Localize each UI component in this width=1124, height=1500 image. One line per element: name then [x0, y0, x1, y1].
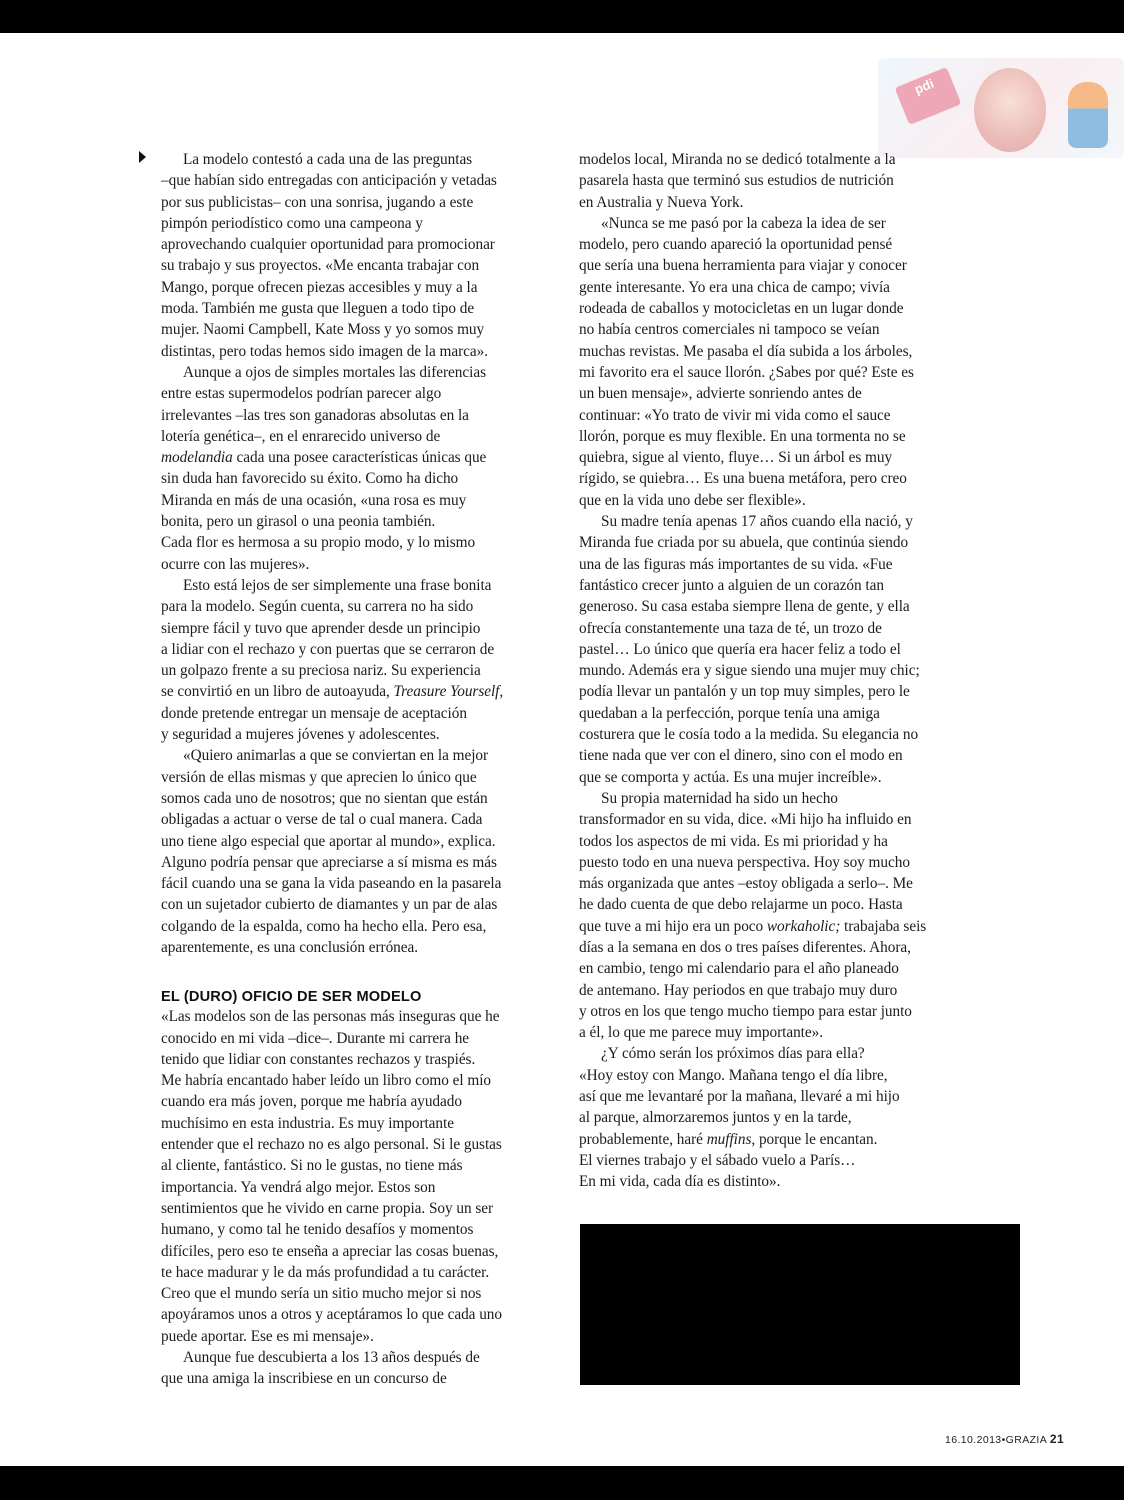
- line: Creo que el mundo sería un sitio mucho mejor si nos: [161, 1285, 482, 1303]
- line: «Las modelos son de las personas más inseguras que he: [161, 1008, 500, 1026]
- line: aparentemente, es una conclusión errónea.: [161, 938, 419, 956]
- line: quedaban a la perfección, porque tenía una amiga: [579, 704, 880, 722]
- line: ocurre con las mujeres».: [161, 555, 310, 573]
- watermark-illustration: [974, 68, 1046, 152]
- line: moda. También me gusta que lleguen a todo tipo de: [161, 300, 475, 318]
- line: pasarela hasta que terminó sus estudios de nutrición: [579, 172, 894, 190]
- paragraph: [579, 788, 971, 1044]
- line: tenido que lidiar con constantes rechazos y traspiés.: [161, 1050, 476, 1068]
- line: al parque, almorzaremos juntos y en la tarde,: [579, 1109, 852, 1127]
- line: modelo, pero cuando apareció la oportunidad pensé: [579, 236, 893, 254]
- line: rígido, se quiebra… Es una buena metáfora, pero creo: [579, 470, 907, 488]
- line: siempre fácil y tuvo que aprender desde un principio: [161, 619, 481, 637]
- left-column: [161, 149, 553, 1390]
- paragraph: [579, 511, 971, 788]
- line: de antemano. Hay periodos en que trabajo muy duro: [579, 981, 898, 999]
- line: lotería genética–, en el enrarecido universo de: [161, 427, 441, 445]
- watermark-character: [1068, 82, 1108, 148]
- line: a lidiar con el rechazo y con puertas que se cerraron de: [161, 640, 495, 658]
- watermark-badge-text: pdi: [912, 75, 936, 97]
- section-heading: EL (DURO) OFICIO DE SER MODELO: [161, 989, 422, 1006]
- paragraph: [161, 362, 553, 575]
- line: con un sujetador cubierto de diamantes y un par de alas: [161, 896, 498, 914]
- line: no había centros comerciales ni tampoco se veían: [579, 321, 880, 339]
- line: ¿Y cómo serán los próximos días para ella?: [601, 1045, 865, 1063]
- line: continuar: «Yo trato de vivir mi vida como el sauce: [579, 406, 891, 424]
- line: Aunque a ojos de simples mortales las diferencias: [183, 363, 486, 381]
- italic-term: workaholic;: [766, 917, 841, 935]
- line: Mango, porque ofrecen piezas accesibles y muy a la: [161, 278, 478, 296]
- line: obligadas a actuar o verse de tal o cual manera. Cada: [161, 811, 483, 829]
- line: modelos local, Miranda no se dedicó totalmente a la: [579, 151, 896, 168]
- line: que en la vida uno debe ser flexible».: [579, 491, 806, 509]
- paragraph: [161, 1347, 553, 1390]
- line: –que habían sido entregadas con anticipación y vetadas: [161, 172, 497, 190]
- image-placeholder-block: [580, 1224, 1020, 1385]
- line: un buen mensaje», advierte sonriendo antes de: [579, 385, 862, 403]
- paragraph: [161, 745, 553, 958]
- line: sin duda han favorecido su éxito. Como ha dicho: [161, 470, 459, 488]
- line: que tuve a mi hijo era un poco: [579, 917, 767, 935]
- page-number: 21: [1049, 1432, 1065, 1446]
- line: mujer. Naomi Campbell, Kate Moss y yo somos muy: [161, 321, 485, 339]
- line: Cada flor es hermosa a su propio modo, y lo mismo: [161, 534, 476, 552]
- line: importancia. Ya vendrá algo mejor. Estos son: [161, 1178, 436, 1196]
- line: para la modelo. Según cuenta, su carrera no ha sido: [161, 598, 474, 616]
- line: un golpazo frente a su preciosa nariz. Su experiencia: [161, 662, 481, 680]
- corner-watermark: [878, 58, 1124, 158]
- paragraph: [161, 1006, 553, 1347]
- line: conocido en mi vida –dice–. Durante mi carrera he: [161, 1029, 470, 1047]
- line: El viernes trabajo y el sábado vuelo a París…: [579, 1151, 856, 1169]
- line: Su propia maternidad ha sido un hecho: [601, 789, 838, 807]
- line: colgando de la espalda, como ha hecho ella. Pero esa,: [161, 917, 487, 935]
- line: La modelo contestó a cada una de las preguntas: [183, 151, 473, 168]
- line: a él, lo que me parece muy importante».: [579, 1024, 823, 1042]
- line: Su madre tenía apenas 17 años cuando ella nació, y: [601, 513, 913, 531]
- line: su trabajo y sus proyectos. «Me encanta trabajar con: [161, 257, 480, 275]
- right-column: [579, 149, 971, 1193]
- line: que sería una buena herramienta para viajar y conocer: [579, 257, 907, 275]
- line: mi favorito era el sauce llorón. ¿Sabes por qué? Este es: [579, 363, 914, 381]
- line: donde pretende entregar un mensaje de aceptación: [161, 704, 467, 722]
- line: Miranda en más de una ocasión, «una rosa es muy: [161, 491, 467, 509]
- paragraph-intro: [161, 149, 553, 362]
- line: Esto está lejos de ser simplemente una frase bonita: [183, 576, 492, 594]
- book-title: Treasure Yourself,: [393, 683, 504, 701]
- line: días a la semana en dos o tres países diferentes. Ahora,: [579, 938, 911, 956]
- line: «Hoy estoy con Mango. Mañana tengo el día libre,: [579, 1066, 888, 1084]
- line: generoso. Su casa estaba siempre llena de gente, y ella: [579, 598, 910, 616]
- line: que una amiga la inscribiese en un concurso de: [161, 1370, 447, 1388]
- paragraph: [161, 575, 553, 745]
- line: que se comporta y actúa. Es una mujer increíble».: [579, 768, 882, 786]
- line: he dado cuenta de que debo relajarme un poco. Hasta: [579, 896, 903, 914]
- line: entender que el rechazo no es algo personal. Si le gustas: [161, 1136, 502, 1154]
- line: puesto todo en una nueva perspectiva. Hoy soy mucho: [579, 853, 910, 871]
- line: costurera que le cosía todo a la medida. Su elegancia no: [579, 726, 919, 744]
- line: bonita, pero un girasol o una peonia también.: [161, 513, 436, 531]
- line: en cambio, tengo mi calendario para el año planeado: [579, 960, 899, 978]
- italic-term: modelandia: [161, 449, 233, 467]
- bottom-black-bar: [0, 1466, 1124, 1500]
- line: trabajaba seis: [840, 917, 927, 935]
- line: «Nunca se me pasó por la cabeza la idea de ser: [601, 214, 886, 232]
- line: todos los aspectos de mi vida. Es mi prioridad y ha: [579, 832, 888, 850]
- line: Miranda fue criada por su abuela, que continúa siendo: [579, 534, 909, 552]
- line: distintas, pero todas hemos sido imagen de la marca».: [161, 342, 489, 360]
- line: más organizada que antes –estoy obligada a serlo–. Me: [579, 875, 913, 893]
- line: cada una posee características únicas que: [232, 449, 487, 467]
- line: «Quiero animarlas a que se conviertan en la mejor: [183, 747, 489, 765]
- line: porque le encantan.: [755, 1130, 878, 1148]
- line: y seguridad a mujeres jóvenes y adolescentes.: [161, 726, 440, 744]
- line: así que me levantaré por la mañana, llevaré a mi hijo: [579, 1088, 900, 1106]
- line: cuando era más joven, porque me habría ayudado: [161, 1093, 462, 1111]
- page-folio: [945, 1432, 1064, 1446]
- italic-term: muffins,: [706, 1130, 756, 1148]
- line: llorón, porque es muy flexible. En una tormenta no se: [579, 427, 906, 445]
- paragraph: [579, 213, 971, 511]
- line: pimpón periodístico como una campeona y: [161, 214, 423, 232]
- watermark-badge: [895, 67, 962, 125]
- line: Alguno podría pensar que apreciarse a sí misma es más: [161, 853, 497, 871]
- paragraph: [579, 1043, 971, 1192]
- line: uno tiene algo especial que aportar al mundo», explica.: [161, 832, 496, 850]
- line: rodeada de caballos y motocicletas en un lugar donde: [579, 300, 904, 318]
- line: fantástico crecer junto a alguien de un corazón tan: [579, 576, 884, 594]
- line: probablemente, haré: [579, 1130, 707, 1148]
- line: Aunque fue descubierta a los 13 años después de: [183, 1349, 480, 1367]
- line: y otros en los que tengo mucho tiempo para estar junto: [579, 1002, 912, 1020]
- line: aprovechando cualquier oportunidad para promocionar: [161, 236, 495, 254]
- paragraph: [579, 149, 971, 213]
- line: por sus publicistas– con una sonrisa, jugando a este: [161, 193, 474, 211]
- line: pastel… Lo único que quería era hacer feliz a todo el: [579, 640, 901, 658]
- line: transformador en su vida, dice. «Mi hijo ha influido en: [579, 811, 912, 829]
- line: Me habría encantado haber leído un libro como el mío: [161, 1072, 491, 1090]
- line: muchísimo en esta industria. Es muy importante: [161, 1114, 454, 1132]
- line: mundo. Además era y sigue siendo una mujer muy chic;: [579, 662, 920, 680]
- line: en Australia y Nueva York.: [579, 193, 744, 211]
- line: sentimientos que he vivido en carne propia. Soy un ser: [161, 1199, 494, 1217]
- line: entre estas supermodelos podrían parecer algo: [161, 385, 442, 403]
- line: muchas revistas. Me pasaba el día subida a los árboles,: [579, 342, 913, 360]
- line: difíciles, pero eso te enseña a apreciar las cosas buenas,: [161, 1242, 499, 1260]
- line: irrelevantes –las tres son ganadoras absolutas en la: [161, 406, 469, 424]
- line: podía llevar un pantalón y un top muy simples, pero le: [579, 683, 910, 701]
- line: humano, y como tal he tenido desafíos y momentos: [161, 1221, 474, 1239]
- line: gente interesante. Yo era una chica de campo; vivía: [579, 278, 890, 296]
- line: ofrecía constantemente una taza de té, un trozo de: [579, 619, 882, 637]
- line: te hace madurar y le da más profundidad a tu carácter.: [161, 1263, 490, 1281]
- line: al cliente, fantástico. Si no le gustas, no tiene más: [161, 1157, 463, 1175]
- issue-date: 16.10.2013: [945, 1434, 1002, 1446]
- line: versión de ellas mismas y que aprecien lo único que: [161, 768, 477, 786]
- line: puede aportar. Ese es mi mensaje».: [161, 1327, 374, 1345]
- line: fácil cuando una se gana la vida paseando en la pasarela: [161, 875, 502, 893]
- line: apoyáramos unos a otros y aceptáramos lo que cada uno: [161, 1306, 502, 1324]
- top-black-bar: [0, 0, 1124, 33]
- line: En mi vida, cada día es distinto».: [579, 1173, 781, 1191]
- line: somos cada uno de nosotros; que no sientan que están: [161, 789, 488, 807]
- magazine-name: GRAZIA: [1005, 1434, 1047, 1446]
- article-start-arrow-icon: [139, 151, 146, 163]
- separator-dot: •: [1001, 1434, 1006, 1446]
- line: quiebra, sigue al viento, fluye… Si un árbol es muy: [579, 449, 893, 467]
- line: tiene nada que ver con el dinero, sino con el modo en: [579, 747, 903, 765]
- line: se convirtió en un libro de autoayuda,: [161, 683, 394, 701]
- line: una de las figuras más importantes de su vida. «Fue: [579, 555, 893, 573]
